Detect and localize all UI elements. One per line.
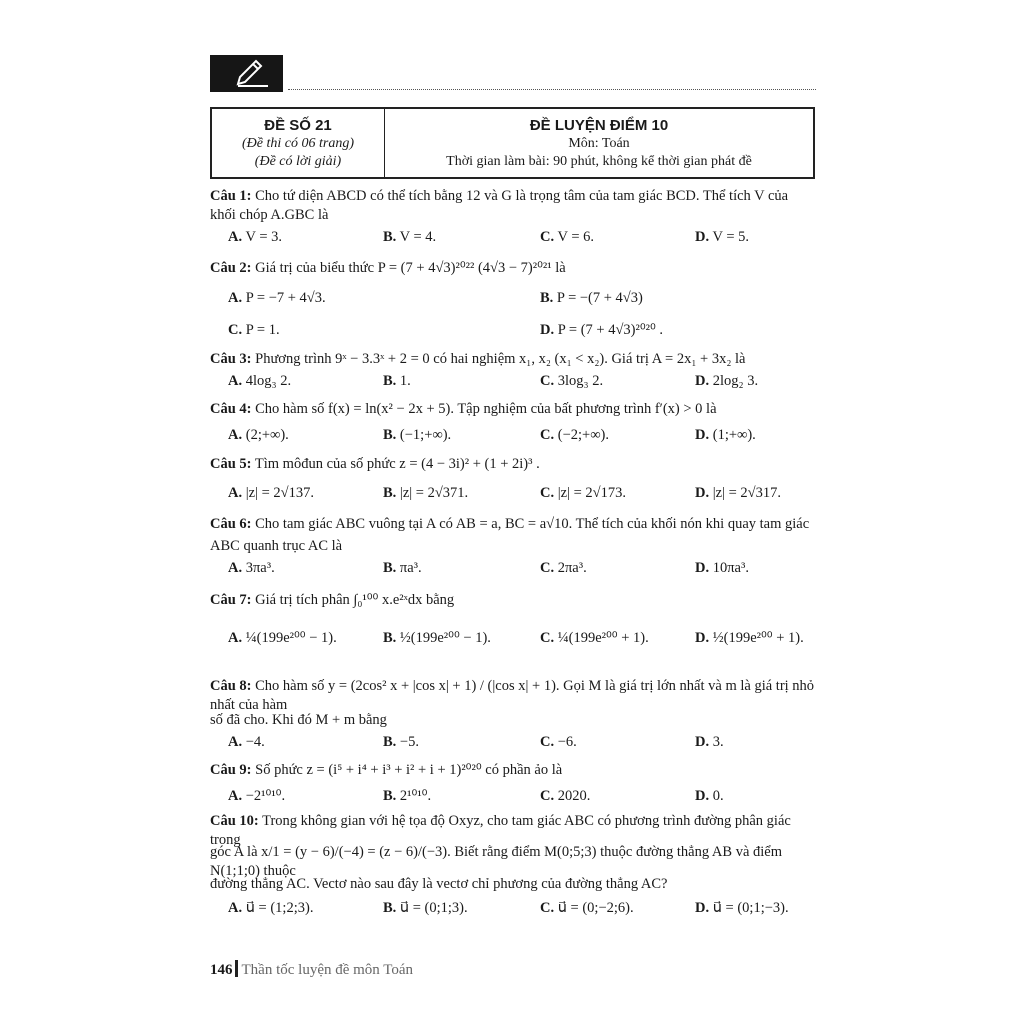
option-text: V = 3. bbox=[245, 229, 282, 245]
answer-option-c bbox=[540, 560, 587, 577]
option-text: P = (7 + 4√3)²⁰²⁰ . bbox=[557, 322, 664, 338]
option-letter: D. bbox=[540, 322, 555, 338]
answer-option-a bbox=[228, 630, 337, 647]
option-text: (1;+∞). bbox=[712, 427, 756, 443]
answer-option-b bbox=[383, 229, 436, 246]
option-text: (−1;+∞). bbox=[399, 427, 452, 443]
answer-option-c bbox=[228, 322, 280, 339]
option-text: 3log₃ 2. bbox=[557, 373, 604, 389]
question-text-line bbox=[210, 677, 816, 715]
answer-option-a bbox=[228, 788, 285, 805]
question-text: khối chóp A.GBC là bbox=[210, 207, 329, 223]
option-letter: B. bbox=[383, 229, 397, 245]
question-text-line bbox=[210, 350, 816, 369]
answer-option-a bbox=[228, 229, 282, 246]
answer-option-b bbox=[383, 485, 468, 502]
answer-option-b bbox=[383, 560, 422, 577]
question-label: Câu 9: bbox=[210, 762, 252, 778]
option-letter: D. bbox=[695, 734, 710, 750]
option-text: 2πa³. bbox=[557, 560, 587, 576]
dotted-divider bbox=[288, 89, 816, 90]
option-text: P = −7 + 4√3. bbox=[245, 290, 326, 306]
question-text: số đã cho. Khi đó M + m bằng bbox=[210, 712, 387, 728]
option-text: |z| = 2√371. bbox=[399, 485, 469, 501]
answer-option-d bbox=[695, 630, 804, 647]
option-text: V = 6. bbox=[557, 229, 594, 245]
question-text-line bbox=[210, 875, 816, 894]
answer-option-d bbox=[695, 485, 781, 502]
option-text: u⃗ = (0;1;−3). bbox=[712, 900, 789, 916]
option-text: ¼(199e²⁰⁰ − 1). bbox=[245, 630, 337, 646]
option-letter: A. bbox=[228, 900, 243, 916]
option-text: 0. bbox=[712, 788, 724, 804]
answer-option-d bbox=[695, 373, 758, 390]
answer-option-d bbox=[695, 900, 789, 917]
question-label: Câu 1: bbox=[210, 188, 252, 204]
option-letter: A. bbox=[228, 734, 243, 750]
book-title: Thần tốc luyện đề môn Toán bbox=[241, 962, 414, 978]
option-text: ¼(199e²⁰⁰ + 1). bbox=[557, 630, 649, 646]
question-label: Câu 3: bbox=[210, 351, 252, 367]
option-text: 1. bbox=[399, 373, 411, 389]
option-letter: A. bbox=[228, 788, 243, 804]
answer-option-a bbox=[228, 734, 265, 751]
answer-option-d bbox=[695, 560, 749, 577]
option-text: −4. bbox=[245, 734, 265, 750]
answer-option-a bbox=[228, 900, 313, 917]
question-text: Phương trình 9ˣ − 3.3ˣ + 2 = 0 có hai nghiệm x₁, x₂ (x₁ < x₂). Giá trị A = 2x₁ + 3x₂ là bbox=[255, 351, 746, 367]
option-letter: D. bbox=[695, 485, 710, 501]
option-letter: B. bbox=[383, 560, 397, 576]
answer-option-a bbox=[228, 560, 275, 577]
page-footer bbox=[210, 960, 413, 979]
option-text: −6. bbox=[557, 734, 577, 750]
option-text: (2;+∞). bbox=[245, 427, 289, 443]
question-text-line bbox=[210, 206, 816, 225]
question-text: Trong không gian với hệ tọa độ Oxyz, cho tam giác ABC có phương trình đường phân giác trong bbox=[210, 813, 791, 848]
option-letter: A. bbox=[228, 427, 243, 443]
option-text: ½(199e²⁰⁰ + 1). bbox=[712, 630, 804, 646]
question-text: Cho hàm số f(x) = ln(x² − 2x + 5). Tập nghiệm của bất phương trình f′(x) > 0 là bbox=[255, 401, 717, 417]
answer-option-d bbox=[695, 229, 749, 246]
footer-divider bbox=[235, 960, 238, 977]
option-letter: B. bbox=[383, 427, 397, 443]
answer-option-c bbox=[540, 485, 626, 502]
page-number: 146 bbox=[210, 962, 233, 978]
answer-option-d bbox=[695, 734, 724, 751]
option-text: (−2;+∞). bbox=[557, 427, 609, 443]
question-label: Câu 2: bbox=[210, 260, 252, 276]
answer-option-c bbox=[540, 373, 603, 390]
option-letter: D. bbox=[695, 630, 710, 646]
option-letter: A. bbox=[228, 485, 243, 501]
option-letter: D. bbox=[695, 229, 710, 245]
question-text-line bbox=[210, 400, 816, 419]
answer-option-a bbox=[228, 290, 326, 307]
question-label: Câu 7: bbox=[210, 592, 252, 608]
option-text: 3πa³. bbox=[245, 560, 275, 576]
question-text-line bbox=[210, 187, 816, 206]
answer-option-c bbox=[540, 734, 577, 751]
option-text: 4log₃ 2. bbox=[245, 373, 292, 389]
option-text: V = 4. bbox=[399, 229, 437, 245]
answer-option-b bbox=[383, 734, 419, 751]
option-letter: B. bbox=[383, 373, 397, 389]
answer-option-b bbox=[540, 290, 643, 307]
option-letter: D. bbox=[695, 560, 710, 576]
exam-number: ĐỀ SỐ 21 bbox=[264, 117, 332, 134]
answer-option-c bbox=[540, 788, 590, 805]
answer-option-c bbox=[540, 900, 634, 917]
exam-subject: Môn: Toán bbox=[568, 136, 630, 151]
option-text: P = −(7 + 4√3) bbox=[556, 290, 643, 306]
answer-option-b bbox=[383, 788, 431, 805]
option-letter: A. bbox=[228, 630, 243, 646]
question-text-line bbox=[210, 515, 816, 534]
option-letter: D. bbox=[695, 373, 710, 389]
option-letter: C. bbox=[540, 373, 555, 389]
question-text-line bbox=[210, 761, 816, 780]
exam-header-table bbox=[210, 107, 815, 179]
option-letter: C. bbox=[540, 900, 555, 916]
option-text: |z| = 2√317. bbox=[712, 485, 781, 501]
option-letter: B. bbox=[383, 788, 397, 804]
answer-option-a bbox=[228, 373, 291, 390]
option-letter: B. bbox=[383, 630, 397, 646]
option-letter: C. bbox=[540, 788, 555, 804]
option-letter: B. bbox=[540, 290, 554, 306]
option-letter: C. bbox=[540, 560, 555, 576]
question-text-line bbox=[210, 711, 816, 730]
option-letter: C. bbox=[540, 734, 555, 750]
option-text: V = 5. bbox=[712, 229, 749, 245]
solution-note: (Đề có lời giải) bbox=[254, 154, 342, 169]
option-text: u⃗ = (1;2;3). bbox=[245, 900, 314, 916]
question-text: ABC quanh trục AC là bbox=[210, 538, 343, 554]
option-text: u⃗ = (0;−2;6). bbox=[557, 900, 634, 916]
option-text: −5. bbox=[399, 734, 419, 750]
option-text: 3. bbox=[712, 734, 724, 750]
question-text: góc A là x/1 = (y − 6)/(−4) = (z − 6)/(−3). Biết rằng điểm M(0;5;3) thuộc đường thẳng AB và điểm N(1;1;0) thuộc bbox=[210, 844, 782, 879]
question-text-line bbox=[210, 537, 816, 556]
answer-option-a bbox=[228, 427, 289, 444]
exam-time: Thời gian làm bài: 90 phút, không kể thời gian phát đề bbox=[446, 154, 752, 169]
question-label: Câu 6: bbox=[210, 516, 252, 532]
question-label: Câu 8: bbox=[210, 678, 252, 694]
question-text: Giá trị tích phân ∫₀¹⁰⁰ x.e²ˣdx bằng bbox=[255, 592, 455, 608]
option-text: 2¹⁰¹⁰. bbox=[399, 788, 432, 804]
option-letter: A. bbox=[228, 373, 243, 389]
option-letter: D. bbox=[695, 900, 710, 916]
answer-option-d bbox=[695, 427, 756, 444]
option-letter: B. bbox=[383, 734, 397, 750]
pencil-icon-box bbox=[210, 55, 283, 92]
option-letter: A. bbox=[228, 560, 243, 576]
option-letter: C. bbox=[540, 427, 555, 443]
question-label: Câu 5: bbox=[210, 456, 252, 472]
exam-title: ĐỀ LUYỆN ĐIỂM 10 bbox=[529, 117, 669, 134]
answer-option-b bbox=[383, 900, 468, 917]
answer-option-c bbox=[540, 427, 609, 444]
option-letter: C. bbox=[228, 322, 243, 338]
question-text-line bbox=[210, 455, 816, 474]
option-text: |z| = 2√173. bbox=[557, 485, 626, 501]
question-text: Cho hàm số y = (2cos² x + |cos x| + 1) / (|cos x| + 1). Gọi M là giá trị lớn nhất và m là giá trị nhỏ nhất của hàm bbox=[210, 678, 815, 713]
question-label: Câu 10: bbox=[210, 813, 259, 829]
option-letter: C. bbox=[540, 485, 555, 501]
option-text: 2log₂ 3. bbox=[712, 373, 759, 389]
question-text: Cho tam giác ABC vuông tại A có AB = a, BC = a√10. Thể tích của khối nón khi quay tam giác bbox=[255, 516, 810, 532]
option-letter: D. bbox=[695, 788, 710, 804]
question-text: Cho tứ diện ABCD có thể tích bằng 12 và G là trọng tâm của tam giác BCD. Thể tích V của bbox=[255, 188, 789, 204]
option-text: ½(199e²⁰⁰ − 1). bbox=[399, 630, 491, 646]
option-text: 10πa³. bbox=[712, 560, 749, 576]
question-text: đường thẳng AC. Vectơ nào sau đây là vectơ chỉ phương của đường thẳng AC? bbox=[210, 876, 668, 892]
option-text: πa³. bbox=[399, 560, 422, 576]
pages-note: (Đề thi có 06 trang) bbox=[242, 136, 354, 151]
question-text: Số phức z = (i⁵ + i⁴ + i³ + i² + i + 1)²⁰²⁰ có phần ảo là bbox=[255, 762, 563, 778]
option-letter: A. bbox=[228, 229, 243, 245]
answer-option-d bbox=[540, 322, 663, 339]
option-letter: D. bbox=[695, 427, 710, 443]
answer-option-b bbox=[383, 630, 491, 647]
question-text: Tìm môđun của số phức z = (4 − 3i)² + (1 + 2i)³ . bbox=[254, 456, 540, 472]
pencil-icon bbox=[210, 55, 283, 92]
option-text: u⃗ = (0;1;3). bbox=[399, 900, 468, 916]
exam-info-cell bbox=[212, 109, 385, 177]
answer-option-b bbox=[383, 427, 451, 444]
answer-option-a bbox=[228, 485, 314, 502]
option-text: −2¹⁰¹⁰. bbox=[245, 788, 286, 804]
answer-option-d bbox=[695, 788, 724, 805]
question-label: Câu 4: bbox=[210, 401, 252, 417]
answer-option-c bbox=[540, 630, 649, 647]
option-letter: C. bbox=[540, 630, 555, 646]
option-letter: A. bbox=[228, 290, 243, 306]
option-letter: B. bbox=[383, 900, 397, 916]
option-letter: C. bbox=[540, 229, 555, 245]
option-letter: B. bbox=[383, 485, 397, 501]
answer-option-b bbox=[383, 373, 411, 390]
option-text: 2020. bbox=[557, 788, 591, 804]
question-text-line bbox=[210, 259, 816, 278]
option-text: |z| = 2√137. bbox=[245, 485, 314, 501]
question-text-line bbox=[210, 591, 816, 610]
question-text: Giá trị của biểu thức P = (7 + 4√3)²⁰²² (4√3 − 7)²⁰²¹ là bbox=[255, 260, 566, 276]
option-text: P = 1. bbox=[245, 322, 280, 338]
exam-title-cell bbox=[385, 109, 813, 177]
answer-option-c bbox=[540, 229, 594, 246]
